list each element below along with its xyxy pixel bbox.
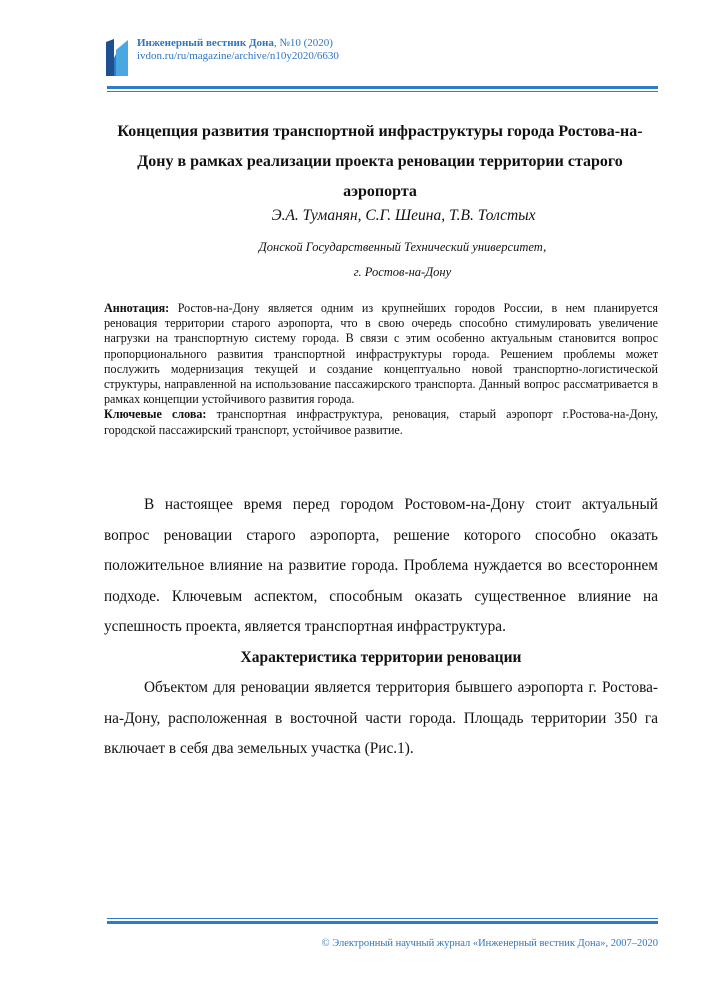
section-heading: Характеристика территории реновации — [240, 648, 522, 666]
journal-header — [104, 34, 664, 78]
abstract-block — [104, 301, 658, 438]
footer-copyright: © Электронный научный журнал «Инженерный вестник Дона», 2007–2020 — [321, 938, 658, 949]
journal-url[interactable]: ivdon.ru/ru/magazine/archive/n10y2020/6630 — [137, 50, 339, 62]
body-paragraph-1: В настоящее время перед городом Ростовом-на-Дону стоит актуальный вопрос реновации старого аэропорта, решение которого способно оказать положительное влияние на развитие города. Проблема нуждается во всестороннем подходе. Ключевым аспектом, способным оказать существенное влияние на успешность проекта, является транспортная инфраструктура. — [104, 496, 658, 635]
journal-header-text — [137, 37, 339, 63]
abstract-paragraph — [104, 301, 658, 407]
paper-city: г. Ростов-на-Дону — [353, 265, 452, 279]
paper-affiliation: Донской Государственный Технический университет, — [258, 240, 547, 254]
journal-issue: , №10 (2020) — [273, 37, 333, 49]
abstract-label: Аннотация: — [104, 301, 170, 315]
paper-title: Концепция развития транспортной инфраструктуры города Ростова-на-Дону в рамках реализации проекта реновации территории старого аэропорта — [117, 123, 643, 200]
keywords-text: транспортная инфраструктура, реновация, старый аэропорт г.Ростова-на-Дону, городской пассажирский транспорт, устойчивое развитие. — [104, 407, 658, 437]
journal-name: Инженерный вестник Дона — [137, 37, 274, 49]
keywords-label: Ключевые слова: — [104, 407, 207, 422]
header-divider — [107, 86, 658, 92]
paper-authors: Э.А. Туманян, С.Г. Шеина, Т.В. Толстых — [271, 207, 536, 224]
keywords-paragraph — [104, 407, 658, 437]
body-paragraph-2: Объектом для реновации является территория бывшего аэропорта г. Ростова-на-Дону, расположенная в восточной части города. Площадь территории 350 га включает в себя два земельных участка (Рис.1). — [104, 679, 658, 757]
abstract-text: Ростов-на-Дону является одним из крупнейших городов России, в нем планируется реновация территории старого аэропорта, что в свою очередь способно стимулировать увеличение нагрузки на транспортную систему города. В связи с этим особенно актуальным становится вопрос пропорционального развития транспортной инфраструктуры города. Решением проблемы может послужить модернизация текущей и создание концептуально новой транспортно-логистической структуры, направленной на использование пассажирского транспорта. Данный вопрос рассматривается в рамках концепции устойчивого развития города. — [104, 301, 658, 407]
body-text — [104, 490, 658, 765]
footer-divider — [107, 918, 658, 924]
journal-logo-icon — [104, 36, 130, 76]
